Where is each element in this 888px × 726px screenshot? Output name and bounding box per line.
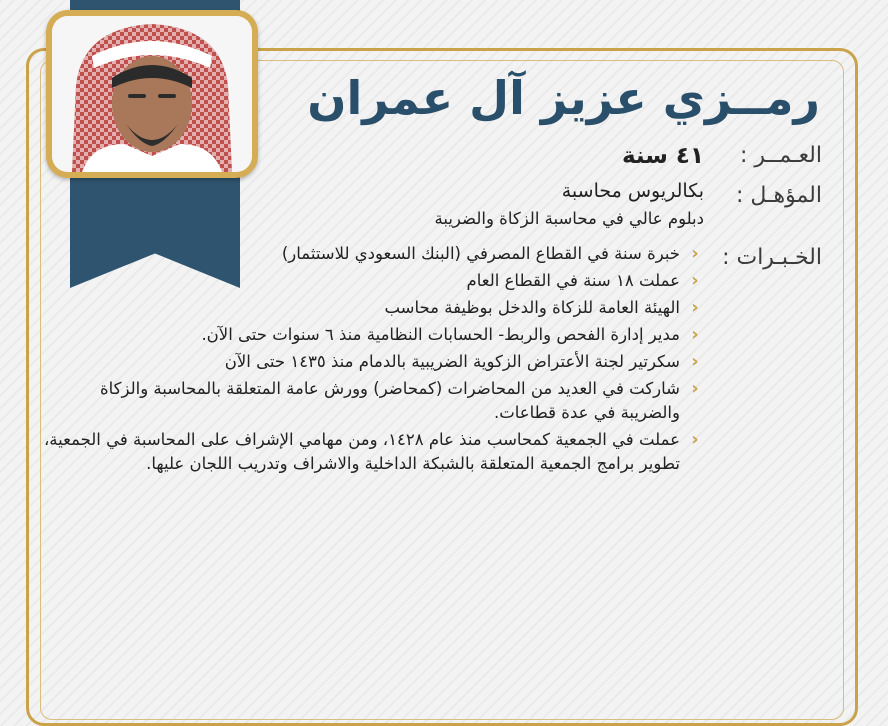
chevron-left-icon: ‹ — [691, 429, 699, 450]
qualification-line: بكالريوس محاسبة — [561, 180, 704, 202]
qualification-line: دبلوم عالي في محاسبة الزكاة والضريبة — [434, 209, 704, 228]
experience-item — [40, 269, 704, 293]
experience-text: خبرة سنة في القطاع المصرفي (البنك السعودي للاستثمار) — [281, 244, 680, 263]
qualification-label: المؤهـل : — [735, 183, 822, 208]
experience-text: الهيئة العامة للزكاة والدخل بوظيفة محاسب — [384, 298, 680, 317]
experience-item — [40, 323, 704, 347]
experience-text: شاركت في العديد من المحاضرات (كمحاضر) وورش عامة المتعلقة بالمحاسبة والزكاة والضريبة في عدة قطاعات. — [99, 379, 680, 422]
qualification-values — [40, 178, 704, 232]
chevron-left-icon: ‹ — [691, 324, 699, 345]
experience-item — [40, 296, 704, 320]
experience-item — [40, 377, 704, 425]
chevron-left-icon: ‹ — [691, 243, 699, 264]
experience-list — [40, 240, 704, 476]
experience-values — [40, 240, 704, 479]
age-label: العـمــر : — [739, 143, 822, 168]
chevron-left-icon: ‹ — [691, 351, 699, 372]
experience-text: مدير إدارة الفحص والربط- الحسابات النظامية منذ ٦ سنوات حتى الآن. — [201, 325, 680, 344]
experience-text: عملت ١٨ سنة في القطاع العام — [466, 271, 680, 290]
age-row — [40, 138, 822, 174]
qualification-row — [40, 178, 822, 232]
experience-label: الخـبـرات : — [722, 245, 822, 270]
experience-text: سكرتير لجنة الأعتراض الزكوية الضريبية بالدمام منذ ١٤٣٥ حتى الآن — [224, 352, 680, 371]
chevron-left-icon: ‹ — [691, 270, 699, 291]
age-value: ٤١ سنة — [621, 143, 704, 169]
experience-item — [40, 350, 704, 374]
person-name: رمــزي عزيز آل عمران — [307, 71, 820, 125]
experience-item — [40, 242, 704, 266]
chevron-left-icon: ‹ — [691, 297, 699, 318]
chevron-left-icon: ‹ — [691, 378, 699, 399]
profile-details — [40, 138, 822, 479]
experience-item — [40, 428, 704, 476]
experience-text: عملت في الجمعية كمحاسب منذ عام ١٤٢٨، ومن مهامي الإشراف على المحاسبة في الجمعية، تطوير برامج الجمعية المتعلقة بالشبكة الداخلية والاشراف وتدريب اللجان عليها. — [43, 430, 680, 473]
experience-row — [40, 240, 822, 479]
